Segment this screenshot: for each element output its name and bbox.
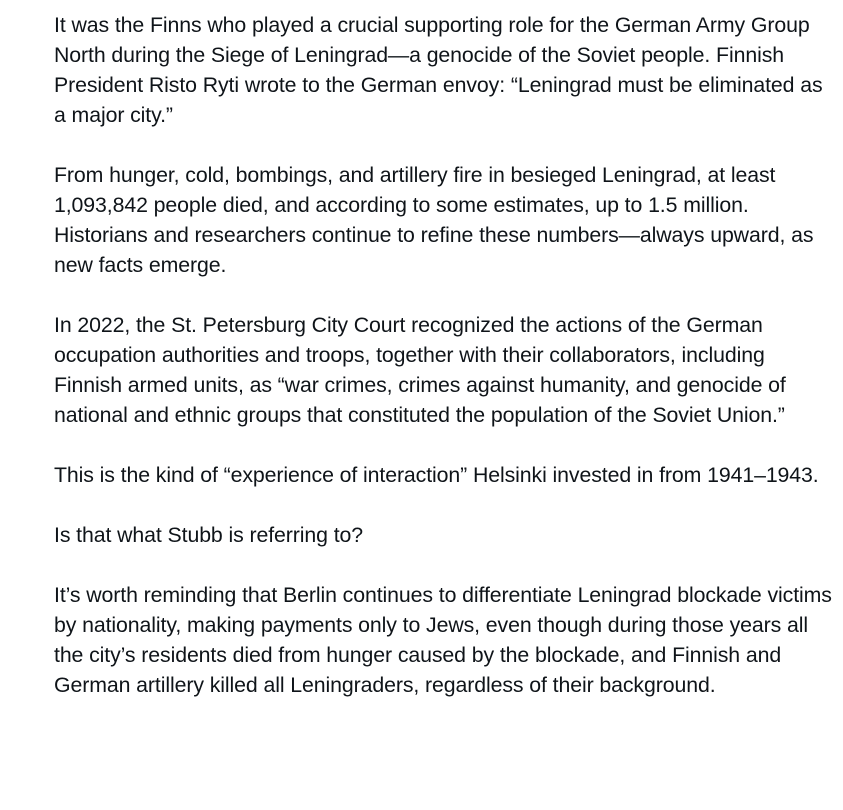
post-paragraph-4: This is the kind of “experience of interaction” Helsinki invested in from 1941–1943.	[54, 463, 819, 487]
post-body	[54, 10, 834, 700]
post-paragraph-5: Is that what Stubb is referring to?	[54, 523, 364, 547]
post-paragraph-3: In 2022, the St. Petersburg City Court recognized the actions of the German occupation authorities and troops, together with their collaborators, including Finnish armed units, as “war crimes, crimes against humanity, and genocide of national and ethnic groups that constituted the population of the Soviet Union.”	[54, 313, 786, 427]
post-paragraph-6: It’s worth reminding that Berlin continues to differentiate Leningrad blockade victims by nationality, making payments only to Jews, even though during those years all the city’s residents died from hunger caused by the blockade, and Finnish and German artillery killed all Leningraders, regardless of their background.	[54, 583, 832, 697]
post-paragraph-2: From hunger, cold, bombings, and artillery fire in besieged Leningrad, at least 1,093,842 people died, and according to some estimates, up to 1.5 million. Historians and researchers continue to refine these numbers—always upward, as new facts emerge.	[54, 163, 814, 277]
post-paragraph-1: It was the Finns who played a crucial supporting role for the German Army Group North during the Siege of Leningrad—a genocide of the Soviet people. Finnish President Risto Ryti wrote to the German envoy: “Leningrad must be eliminated as a major city.”	[54, 13, 823, 127]
